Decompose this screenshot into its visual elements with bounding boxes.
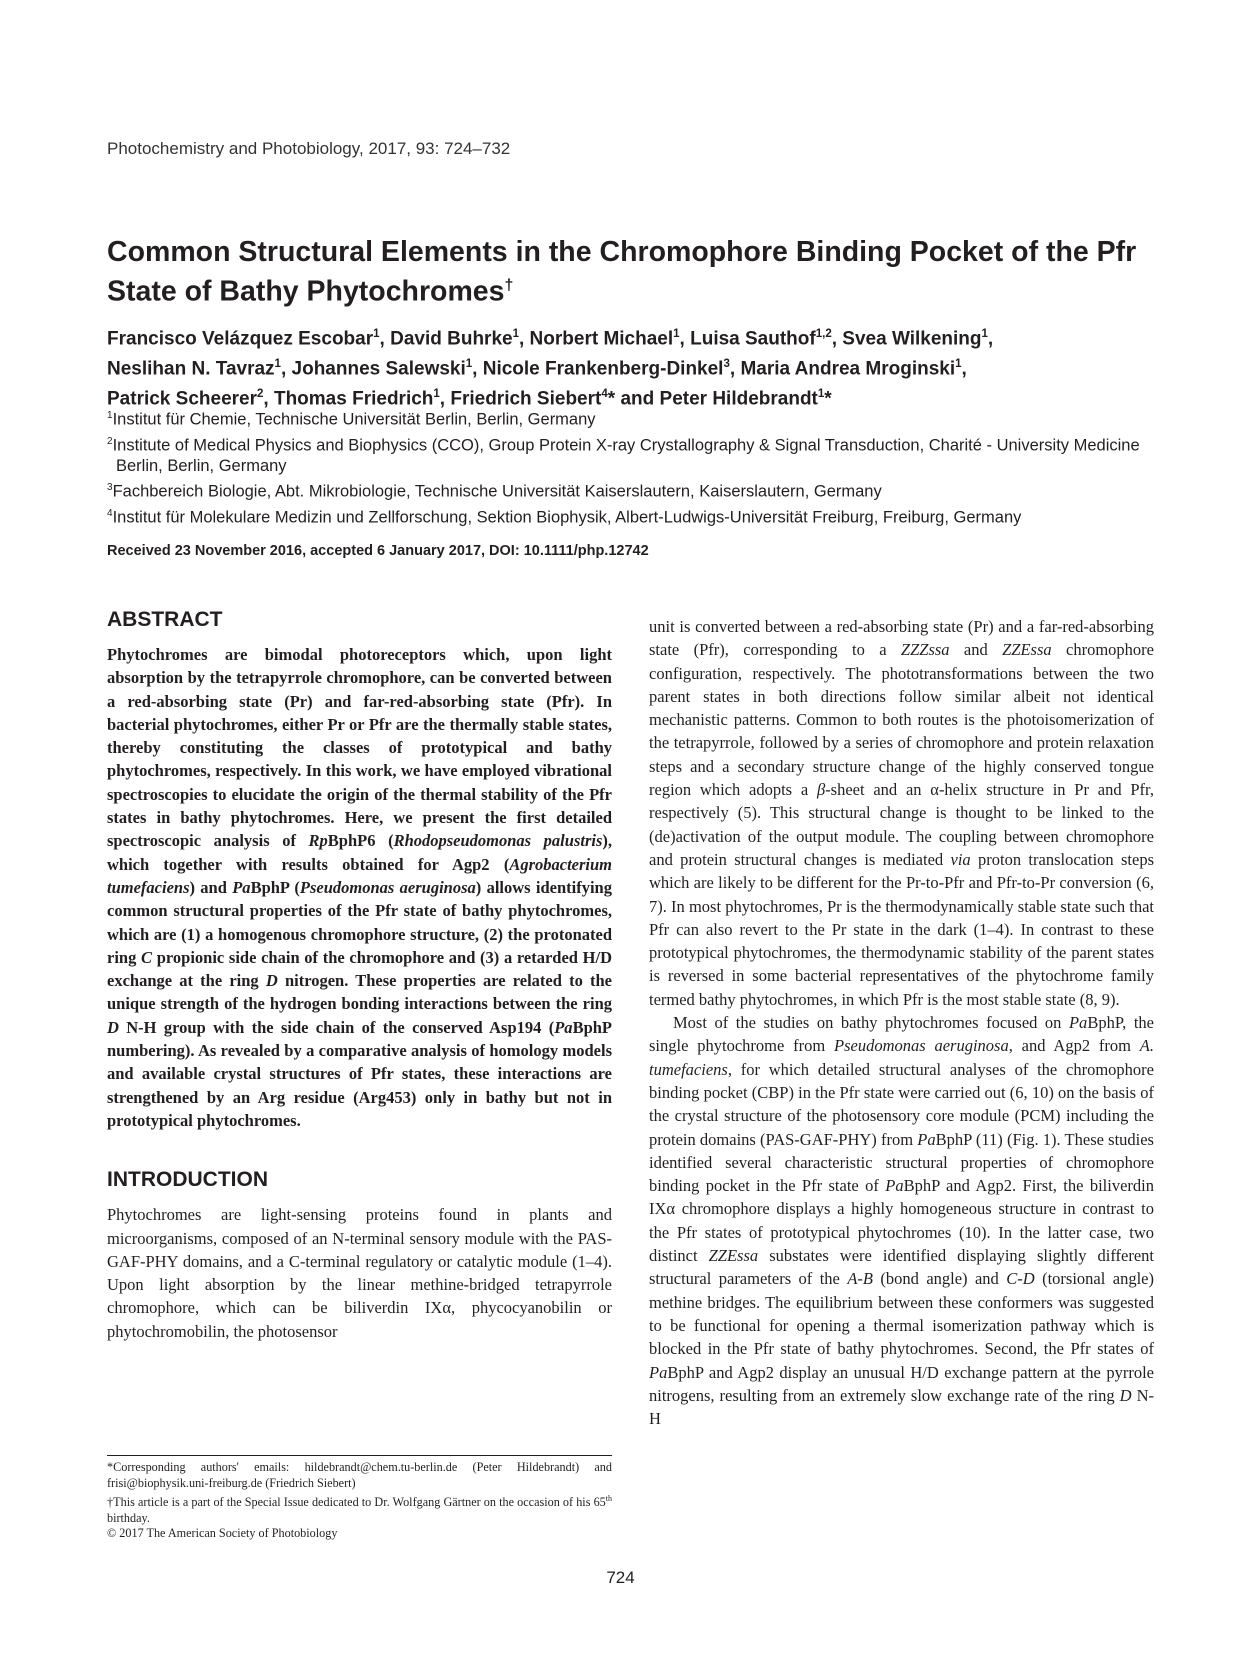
author-affiliation-mark: 1 [817, 387, 825, 400]
author-name: Neslihan N. Tavraz [107, 358, 275, 380]
copyright-footnote: © 2017 The American Society of Photobiology [107, 1526, 338, 1541]
author-name: Maria Andrea Mroginski [740, 358, 956, 380]
left-column [107, 608, 612, 1343]
author-name: Svea Wilkening [842, 328, 982, 350]
author-name: Norbert Michael [529, 328, 674, 350]
page-number: 724 [606, 1568, 635, 1587]
author-affiliation-mark: 1 [433, 387, 440, 400]
affiliation-2: $^2$Institute of Medical Physics and Biophysics (CCO), Group Protein X-ray Crystallography & Signal Transduction, Charité - University Medicine Berlin, Berlin, Germany [107, 435, 1140, 475]
author-name: Nicole Frankenberg-Dinkel [482, 358, 724, 380]
affiliations [107, 405, 1157, 528]
author-affiliation-mark: 1 [673, 328, 680, 340]
author-name: Patrick Scheerer [107, 387, 257, 409]
dedication-footnote: †This article is a part of the Special Issue dedicated to Dr. Wolfgang Gärtner on the occasion of his 65th birthday. [107, 1494, 612, 1525]
author-list: Francisco Velázquez Escobar$^1$, David Buhrke$^1$, Norbert Michael$^1$, Luisa Sauthof$^{1,2}$, Svea Wilkening$^1$, Neslihan N. Tavraz$^1$, Johannes Salewski$^1$, Nicole Frankenberg-Dinkel$^3$, Maria Andrea Mroginski$^1$, Patrick Scheerer$^2$, Thomas Friedrich$^1$, Friedrich Siebert$^4$* and Peter Hildebrandt$^1$* [107, 328, 994, 409]
introduction-paragraph-2: Most of the studies on bathy phytochromes focused on PaBphP, the single phytochrome from Pseudomonas aeruginosa, and Agp2 from A. tumefaciens, for which detailed structural analyses of the chromophore binding pocket (CBP) in the Pfr state were carried out (6, 10) on the basis of the crystal structure of the photosensory core module (PCM) including the protein domains (PAS-GAF-PHY) from PaBphP (11) (Fig. 1). These studies identified several characteristic structural properties of chromophore binding pocket in the Pfr state of PaBphP and Agp2. First, the biliverdin IXα chromophore displays a highly homogeneous structure in contrast to the Pfr states of prototypical phytochromes (10). In the latter case, two distinct ZZEssa substates were identified displaying slightly different structural parameters of the A-B (bond angle) and C-D (torsional angle) methine bridges. The equilibrium between these conformers was suggested to be functional for opening a thermal isomerization pathway which is blocked in the Pfr state of bathy phytochromes. Second, the Pfr states of PaBphP and Agp2 display an unusual H/D exchange pattern at the pyrrole nitrogens, resulting from an extremely slow exchange rate of the ring D N-H [649, 1013, 1154, 1429]
article-title-text: Common Structural Elements in the Chromophore Binding Pocket of the Pfr State of Bathy Phytochromes [107, 236, 1137, 308]
affiliation-3: $^3$Fachbereich Biologie, Abt. Mikrobiologie, Technische Universität Kaiserslautern, Kaiserslautern, Germany [107, 482, 882, 501]
author-name: Luisa Sauthof [690, 328, 816, 350]
abstract-heading: ABSTRACT [107, 608, 223, 631]
affiliation-1: $^1$Institut für Chemie, Technische Universität Berlin, Berlin, Germany [107, 410, 596, 429]
abstract-text: Phytochromes are bimodal photoreceptors which, upon light absorption by the tetrapyrrole chromophore, can be converted between a red-absorbing state (Pr) and far-red-absorbing state (Pfr). In bacterial phytochromes, either Pr or Pfr are the thermally stable states, thereby constituting the classes of prototypical and bathy phytochromes, respectively. In this work, we have employed vibrational spectroscopies to elucidate the origin of the thermal stability of the Pfr states in bathy phytochromes. Here, we present the first detailed spectroscopic analysis of RpBphP6 (Rhodopseudomonas palustris), which together with results obtained for Agp2 (Agrobacterium tumefaciens) and PaBphP (Pseudomonas aeruginosa) allows identifying common structural properties of the Pfr state of bathy phytochromes, which are (1) a homogenous chromophore structure, (2) the protonated ring C propionic side chain of the chromophore and (3) a retarded H/D exchange at the ring D nitrogen. These properties are related to the unique strength of the hydrogen bonding interactions between the ring D N-H group with the side chain of the conserved Asp194 (PaBphP numbering). As revealed by a comparative analysis of homology models and available crystal structures of Pfr states, these interactions are strengthened by an Arg residue (Arg453) only in bathy but not in prototypical phytochromes. [107, 645, 612, 1130]
author-affiliation-mark: 1 [373, 328, 380, 340]
author-name: Francisco Velázquez Escobar [107, 328, 374, 350]
author-affiliation-mark: 4 [601, 387, 608, 400]
article-title [107, 236, 1147, 309]
author-name: Friedrich Siebert [450, 387, 602, 409]
right-column [649, 615, 1154, 1430]
footnotes [107, 1455, 612, 1542]
introduction-paragraph-1: Phytochromes are light-sensing proteins found in plants and microorganisms, composed of an N-terminal sensory module with the PAS-GAF-PHY domains, and a C-terminal regulatory or catalytic module (1–4). Upon light absorption by the linear methine-bridged tetrapyrrole chromophore, which can be biliverdin IXα, phycocyanobilin or phytochromobilin, the photosensor [107, 1205, 612, 1341]
title-footnote-mark: † [504, 277, 514, 294]
author-affiliation-mark: 2 [257, 387, 264, 400]
author-name: David Buhrke [390, 328, 513, 350]
author-affiliation-mark: 1 [465, 357, 473, 370]
corresponding-author-footnote: *Corresponding authors' emails: hildebrandt@chem.tu-berlin.de (Peter Hildebrandt) and frisi@biophysik.uni-freiburg.de (Friedrich Siebert) [107, 1460, 612, 1490]
author-affiliation-mark: 1,2 [815, 328, 832, 340]
author-name: Thomas Friedrich [273, 387, 434, 409]
author-affiliation-mark: 1 [274, 357, 281, 370]
journal-citation: Photochemistry and Photobiology, 2017, 93: 724–732 [107, 139, 511, 158]
introduction-paragraph-1-continued: unit is converted between a red-absorbing state (Pr) and a far-red-absorbing state (Pfr), corresponding to a ZZZssa and ZZEssa chromophore configuration, respectively. The phototransformations between the two parent states in both directions follow similar albeit not identical mechanistic patterns. Common to both routes is the photoisomerization of the tetrapyrrole, followed by a series of chromophore and protein relaxation steps and a secondary structure change of the highly conserved tongue region which adopts a β-sheet and an α-helix structure in Pr and Pfr, respectively (5). This structural change is thought to be linked to the (de)activation of the output module. The coupling between chromophore and protein structural changes is mediated via proton translocation steps which are likely to be different for the Pr-to-Pfr and Pfr-to-Pr conversion (6, 7). In most phytochromes, Pr is the thermodynamically stable state such that Pfr can also revert to the Pr state in the dark (1–4). In contrast to these prototypical phytochromes, the thermodynamic stability of the parent states is reversed in some bacterial representatives of the phytochrome family termed bathy phytochromes, in which Pfr is the most stable state (8, 9). [649, 617, 1154, 1009]
author-affiliation-mark: 3 [723, 357, 730, 370]
author-name: Johannes Salewski [291, 358, 466, 380]
author-affiliation-mark: 1 [955, 357, 962, 370]
author-affiliation-mark: 1 [981, 328, 988, 340]
author-name: Peter Hildebrandt [659, 387, 818, 409]
author-affiliation-mark: 1 [512, 328, 519, 340]
affiliation-4: $^4$Institut für Molekulare Medizin und Zellforschung, Sektion Biophysik, Albert-Ludwigs-Universität Freiburg, Freiburg, Germany [107, 507, 1022, 526]
introduction-heading: INTRODUCTION [107, 1168, 268, 1192]
received-dates: Received 23 November 2016, accepted 6 January 2017, DOI: 10.1111/php.12742 [107, 543, 649, 559]
